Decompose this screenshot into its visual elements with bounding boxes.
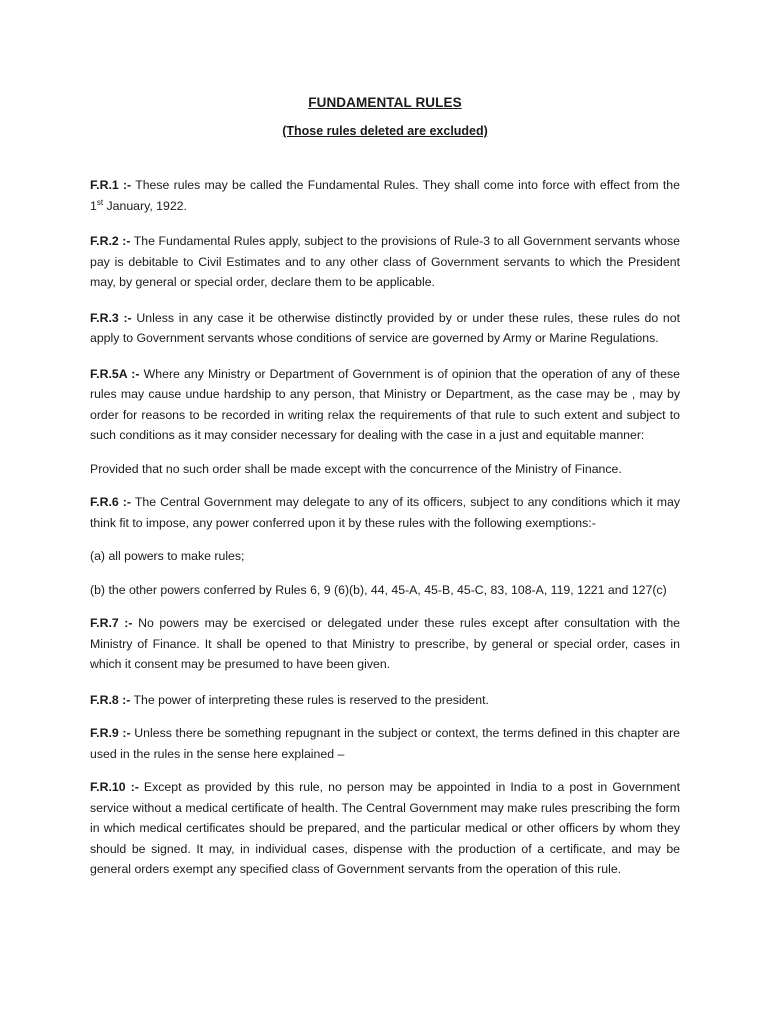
document-subtitle: (Those rules deleted are excluded) — [282, 124, 488, 138]
rule-fr1-text-end: January, 1922. — [103, 198, 187, 213]
rule-fr8-label: F.R.8 :- — [90, 692, 131, 707]
rule-fr1 — [90, 175, 680, 216]
document-title: FUNDAMENTAL RULES — [308, 95, 462, 110]
rule-fr6-text: The Central Government may delegate to any of its officers, subject to any conditions which it may think fit to impose, any power conferred upon it by these rules with the following exemptions:- — [90, 495, 681, 530]
rule-fr5a-text: Where any Ministry or Department of Government is of opinion that the operation of any of these rules may cause undue hardship to any person, that Ministry or Department, as the case may be , may by order for reasons to be recorded in writing relax the requirements of that rule to such extent and subject to such conditions as it may consider necessary for dealing with the case in a just and equitable manner: — [90, 366, 680, 442]
rule-fr6-label: F.R.6 :- — [90, 495, 131, 509]
rule-fr1-text: These rules may be called the Fundamental Rules. They shall come into force with effect from the 1 — [90, 178, 680, 213]
rule-fr7-label: F.R.7 :- — [90, 616, 133, 630]
rule-fr7 — [90, 613, 680, 675]
rule-fr6 — [90, 492, 680, 533]
rule-fr1-label: F.R.1 :- — [90, 178, 132, 192]
document-page — [90, 95, 680, 895]
rule-fr7-text: No powers may be exercised or delegated under these rules except after consultation with the Ministry of Finance. It shall be opened to that Ministry to prescribe, by general or special order, cases in which it consent may be presumed to have been given. — [90, 616, 680, 671]
rule-fr5a-label: F.R.5A :- — [90, 366, 140, 381]
rule-fr5a-proviso: Provided that no such order shall be made except with the concurrence of the Ministry of Finance. — [90, 461, 622, 476]
rule-fr10-label: F.R.10 :- — [90, 780, 139, 794]
rule-fr2 — [90, 231, 680, 293]
rule-fr9 — [90, 723, 680, 764]
rule-fr6-item-b: (b) the other powers conferred by Rules 6, 9 (6)(b), 44, 45-A, 45-B, 45-C, 83, 108-A, 119, 1221 and 127(c) — [90, 582, 667, 597]
rule-fr3 — [90, 308, 680, 349]
rule-fr1-superscript: st — [96, 197, 104, 207]
rule-fr9-label: F.R.9 :- — [90, 726, 131, 740]
rule-fr6-item-a: (a) all powers to make rules; — [90, 549, 245, 563]
rule-fr10-text: Except as provided by this rule, no person may be appointed in India to a post in Government service without a medical certificate of health. The Central Government may make rules prescribing the form in which medical certificates should be prepared, and the particular medical or other officers by whom they should be signed. It may, in individual cases, dispense with the production of a certificate, and may be general orders exempt any specified class of Government servants from the operation of this rule. — [90, 780, 680, 876]
rule-fr3-label: F.R.3 :- — [90, 310, 132, 325]
rule-fr10 — [90, 777, 680, 880]
rule-fr2-text: The Fundamental Rules apply, subject to the provisions of Rule-3 to all Government servants whose pay is debitable to Civil Estimates and to any other class of Government servants to which the President may, by general or special order, declare them to be applicable. — [90, 234, 680, 289]
rule-fr8 — [90, 690, 680, 711]
rule-fr8-text: The power of interpreting these rules is reserved to the president. — [130, 692, 489, 707]
rule-fr3-text: Unless in any case it be otherwise distinctly provided by or under these rules, these rules do not apply to Government servants whose conditions of service are governed by Army or Marine Regulations. — [90, 310, 681, 345]
rule-fr2-label: F.R.2 :- — [90, 234, 131, 248]
rule-fr5a — [90, 364, 680, 446]
rule-fr9-text: Unless there be something repugnant in the subject or context, the terms defined in this chapter are used in the rules in the sense here explained – — [90, 726, 681, 761]
